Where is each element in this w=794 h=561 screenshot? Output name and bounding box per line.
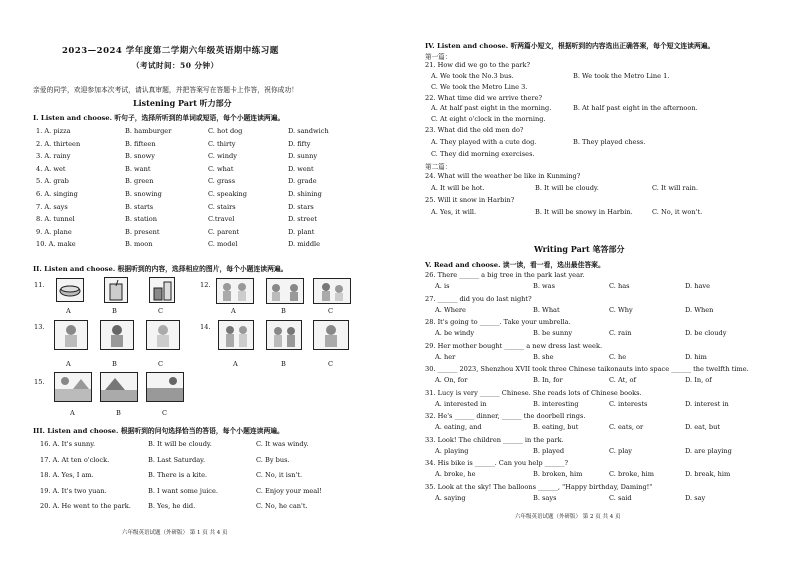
q8-option-b[interactable]: B. station — [125, 215, 157, 224]
q24-option-b[interactable]: B. It will be cloudy. — [535, 184, 599, 192]
question-27: 27. ______ did you do last night? — [425, 294, 532, 303]
q29-option-d[interactable]: D. him — [685, 352, 707, 361]
q22-option-c[interactable]: C. At eight o'clock in the morning. — [431, 115, 546, 123]
q14-pic-a[interactable] — [218, 320, 254, 350]
q11-pic-a[interactable] — [56, 278, 84, 302]
q17-option-a[interactable]: 17. A. At ten o'clock. — [40, 455, 110, 464]
q33-option-c[interactable]: C. play — [609, 446, 632, 455]
right-footer: 六年级英语试题（外研版） 第 2 页 共 4 页 — [515, 514, 621, 520]
right-page — [397, 0, 794, 561]
q12-pic-b[interactable] — [266, 278, 304, 304]
q19-option-c[interactable]: C. Enjoy your meal! — [256, 486, 322, 495]
q33-option-a[interactable]: A. playing — [435, 446, 469, 455]
question-35: 35. Look at the sky! The balloons ______, "Happy birthday, Daming!" — [425, 482, 653, 491]
q2-option-b[interactable]: B. fifteen — [125, 139, 156, 148]
q31-option-c[interactable]: C. interests — [609, 399, 648, 408]
q21-option-c[interactable]: C. We took the Metro Line 3. — [431, 83, 528, 91]
q12-label-c: C — [328, 307, 334, 315]
q3-option-c[interactable]: C. windy — [208, 152, 237, 161]
q28-option-b[interactable]: B. be sunny — [533, 329, 573, 337]
q29-option-a[interactable]: A. her — [435, 352, 456, 361]
q2-option-a[interactable]: 2. A. thirteen — [36, 139, 81, 148]
q14-label-b: B — [281, 360, 286, 368]
q34-option-c[interactable]: C. broke, him — [609, 470, 655, 478]
q30-option-b[interactable]: B. In, for — [533, 376, 563, 384]
q30-option-d[interactable]: D. In, of — [685, 376, 712, 384]
question-34: 34. His bike is ______. Can you help ______? — [425, 459, 569, 467]
q14-label-a: A — [233, 360, 238, 368]
q24-option-c[interactable]: C. It will rain. — [652, 184, 698, 192]
writing-heading: Writing Part 笔答部分 — [534, 244, 625, 254]
q12-pic-c[interactable] — [313, 278, 351, 304]
q3-option-d[interactable]: D. sunny — [288, 152, 318, 161]
q14-pic-c[interactable] — [313, 320, 349, 350]
q18-option-b[interactable]: B. There is a kite. — [148, 471, 208, 479]
people-scene-icon — [101, 321, 133, 349]
q34-option-d[interactable]: D. break, him — [685, 470, 731, 478]
q30-option-c[interactable]: C. At, of — [609, 376, 636, 384]
q20-option-a[interactable]: 20. A. He went to the park. — [40, 502, 131, 510]
q30-option-a[interactable]: A. On, for — [435, 376, 468, 384]
q9-option-d[interactable]: D. plant — [288, 227, 315, 236]
q10-option-d[interactable]: D. middle — [288, 240, 321, 249]
q33-option-d[interactable]: D. are playing — [685, 446, 732, 455]
q4-option-b[interactable]: B. want — [125, 164, 151, 173]
q28-option-d[interactable]: D. be cloudy — [685, 329, 727, 337]
q13-label-c: C — [158, 360, 164, 368]
q33-option-b[interactable]: B. played — [533, 446, 565, 455]
bottle-icon — [150, 278, 174, 302]
q15-pic-a[interactable] — [54, 372, 92, 402]
q25-option-a[interactable]: A. Yes, it will. — [431, 208, 477, 216]
q28-option-c[interactable]: C. rain — [609, 329, 632, 337]
q1-option-a[interactable]: 1. A. pizza — [36, 127, 71, 135]
q22-option-a[interactable]: A. At half past eight in the morning. — [431, 104, 552, 112]
q31-option-b[interactable]: B. interesting — [533, 399, 579, 408]
q5-option-d[interactable]: D. grade — [288, 177, 317, 186]
q32-option-a[interactable]: A. eating, and — [435, 423, 482, 431]
q11-label-a: A — [66, 307, 71, 315]
question-14-number: 14. — [200, 323, 211, 331]
q5-option-a[interactable]: 5. A. grab — [36, 177, 69, 186]
q35-option-d[interactable]: D. say — [685, 493, 706, 502]
q26-option-b[interactable]: B. was — [533, 282, 555, 290]
q9-option-c[interactable]: C. parent — [208, 227, 240, 236]
question-25: 25. Will it snow in Harbin? — [425, 196, 515, 204]
question-11-number: 11. — [34, 281, 45, 289]
q27-option-b[interactable]: B. What — [533, 305, 560, 314]
q12-label-a: A — [231, 307, 236, 315]
q10-option-c[interactable]: C. model — [208, 240, 238, 249]
q10-option-b[interactable]: B. moon — [125, 240, 153, 249]
q1-option-b[interactable]: B. hamburger — [125, 127, 172, 135]
q11-pic-b[interactable] — [104, 277, 128, 303]
q27-option-d[interactable]: D. When — [685, 305, 714, 314]
q3-option-b[interactable]: B. snowy — [125, 152, 156, 161]
q7-option-b[interactable]: B. starts — [125, 202, 154, 211]
q10-option-a[interactable]: 10. A. make — [36, 240, 76, 249]
q15-pic-b[interactable] — [100, 372, 138, 402]
people-scene-icon — [267, 321, 301, 349]
question-13-number: 13. — [34, 323, 45, 331]
section-4-title: IV. Listen and choose. 听两篇小短文，根据听到的内容选出正确答案，每个短文连读两遍。 — [425, 42, 715, 50]
q17-option-c[interactable]: C. By bus. — [256, 455, 290, 464]
q22-option-b[interactable]: B. At half past eight in the afternoon. — [573, 104, 698, 112]
q8-option-a[interactable]: 8. A. tunnel — [36, 215, 75, 224]
question-15-number: 15. — [34, 378, 45, 386]
q18-option-c[interactable]: C. No, it isn't. — [256, 471, 303, 479]
q21-option-a[interactable]: A. We took the No.3 bus. — [431, 72, 514, 80]
q29-option-c[interactable]: C. he — [609, 352, 627, 361]
q2-option-d[interactable]: D. fifty — [288, 139, 311, 148]
q27-option-a[interactable]: A. Where — [435, 305, 466, 314]
q32-option-b[interactable]: B. eating, but — [533, 423, 579, 431]
drink-icon — [105, 278, 127, 302]
listening-heading: Listening Part 听力部分 — [133, 98, 232, 108]
section-1-title: I. Listen and choose. 听句子，选择所听到的单词或短语，每个小题连读两遍。 — [33, 114, 285, 122]
q25-option-b[interactable]: B. It will be snowy in Harbin. — [535, 208, 633, 216]
people-scene-icon — [55, 321, 87, 349]
q23-option-b[interactable]: B. They played chess. — [573, 138, 646, 146]
food-icon — [57, 279, 83, 301]
question-22: 22. What time did we arrive there? — [425, 94, 543, 102]
q16-option-a[interactable]: 16. A. It's sunny. — [40, 440, 96, 448]
q27-option-c[interactable]: C. Why — [609, 305, 633, 314]
q13-label-a: A — [66, 360, 71, 368]
q13-label-b: B — [112, 360, 117, 368]
q20-option-b[interactable]: B. Yes, he did. — [148, 502, 196, 510]
q18-option-a[interactable]: 18. A. Yes, I am. — [40, 471, 94, 479]
question-12-number: 12. — [200, 281, 211, 289]
q32-option-c[interactable]: C. eats, or — [609, 423, 644, 431]
q9-option-b[interactable]: B. present — [125, 227, 160, 236]
q25-option-c[interactable]: C. No, it won't. — [652, 208, 703, 216]
people-scene-icon — [219, 321, 253, 349]
q35-option-c[interactable]: C. said — [609, 493, 632, 502]
q6-option-c[interactable]: C. speaking — [208, 190, 248, 198]
q24-option-a[interactable]: A. It will be hot. — [431, 184, 485, 192]
q6-option-a[interactable]: 6. A. singing — [36, 190, 78, 198]
q9-option-a[interactable]: 9. A. plane — [36, 227, 72, 236]
section-2-title: II. Listen and choose. 根据听到的内容，选择相应的图片，每个小题连读两遍。 — [33, 265, 288, 273]
q4-option-a[interactable]: 4. A. wet — [36, 164, 66, 173]
people-scene-icon — [314, 279, 350, 303]
q7-option-d[interactable]: D. stars — [288, 202, 314, 211]
q4-option-c[interactable]: C. what — [208, 164, 234, 173]
question-32: 32. He's ______ dinner, ______ the doorbell rings. — [425, 412, 586, 420]
q7-option-c[interactable]: C. stairs — [208, 202, 236, 211]
q14-pic-b[interactable] — [266, 320, 302, 350]
question-24: 24. What will the weather be like in Kunming? — [425, 172, 581, 180]
q26-option-c[interactable]: C. has — [609, 282, 630, 290]
question-23: 23. What did the old men do? — [425, 126, 524, 134]
question-31: 31. Lucy is very ______ Chinese. She reads lots of Chinese books. — [425, 388, 642, 397]
q13-pic-c[interactable] — [146, 320, 180, 350]
q34-option-b[interactable]: B. broken, him — [533, 470, 583, 478]
q8-option-d[interactable]: D. street — [288, 215, 317, 224]
part-2-label: 第二篇： — [425, 163, 452, 171]
q12-label-b: B — [281, 307, 286, 315]
q11-label-b: B — [112, 307, 117, 315]
q14-label-c: C — [328, 360, 334, 368]
q1-option-c[interactable]: C. hot dog — [208, 127, 243, 135]
q32-option-d[interactable]: D. eat, but — [685, 423, 721, 431]
part-1-label: 第一篇： — [425, 53, 452, 61]
q11-label-c: C — [158, 307, 164, 315]
q5-option-b[interactable]: B. green — [125, 177, 154, 186]
q16-option-b[interactable]: B. It will be cloudy. — [148, 440, 212, 448]
q19-option-b[interactable]: B. I want some juice. — [148, 486, 219, 495]
landscape-icon — [101, 373, 137, 401]
q29-option-b[interactable]: B. she — [533, 352, 554, 361]
q12-pic-a[interactable] — [216, 278, 254, 304]
q15-label-b: B — [116, 409, 121, 417]
q31-option-a[interactable]: A. interested in — [435, 399, 487, 408]
q8-option-c[interactable]: C.travel — [208, 215, 235, 224]
exam-title: 2023—2024 学年度第二学期六年级英语期中练习题 — [62, 46, 279, 56]
section-5-title: V. Read and choose. 读一读，看一看，选出最佳答案。 — [425, 261, 605, 269]
people-scene-icon — [314, 321, 348, 349]
question-21: 21. How did we go to the park? — [425, 61, 531, 69]
greeting: 亲爱的同学，欢迎参加本次考试，请认真审题，并把答案写在答题卡上作答，祝你成功！ — [33, 86, 299, 94]
landscape-icon — [147, 373, 183, 401]
q13-pic-b[interactable] — [100, 320, 134, 350]
exam-time: （考试时间：50 分钟） — [132, 61, 219, 70]
q28-option-a[interactable]: A. be windy — [435, 329, 475, 337]
q23-option-c[interactable]: C. They did morning exercises. — [431, 150, 535, 158]
q19-option-a[interactable]: 19. A. It's two yuan. — [40, 486, 107, 495]
q6-option-b[interactable]: B. snowing — [125, 190, 162, 198]
question-28: 28. It's going to ______. Take your umbrella. — [425, 318, 571, 326]
landscape-icon — [55, 373, 91, 401]
q2-option-c[interactable]: C. thirty — [208, 139, 236, 148]
q15-label-c: C — [162, 409, 168, 417]
q34-option-a[interactable]: A. broke, he — [435, 470, 476, 478]
q11-pic-c[interactable] — [149, 277, 175, 303]
q21-option-b[interactable]: B. We took the Metro Line 1. — [573, 72, 670, 80]
q5-option-c[interactable]: C. grass — [208, 177, 236, 186]
q7-option-a[interactable]: 7. A. says — [36, 202, 68, 211]
q16-option-c[interactable]: C. It was windy. — [256, 440, 309, 448]
q15-label-a: A — [70, 409, 75, 417]
q1-option-d[interactable]: D. sandwich — [288, 127, 329, 135]
people-scene-icon — [217, 279, 253, 303]
section-3-title: III. Listen and choose. 根据听到的问句选择恰当的答语，每个小题连读两遍。 — [33, 427, 284, 435]
question-29: 29. Her mother bought ______ a new dress last week. — [425, 341, 603, 350]
left-footer: 六年级英语试题（外研版） 第 1 页 共 4 页 — [122, 530, 228, 536]
q13-pic-a[interactable] — [54, 320, 88, 350]
q35-option-a[interactable]: A. saying — [435, 493, 466, 502]
q15-pic-c[interactable] — [146, 372, 184, 402]
q35-option-b[interactable]: B. says — [533, 493, 557, 502]
people-scene-icon — [147, 321, 179, 349]
q3-option-a[interactable]: 3. A. rainy — [36, 152, 71, 161]
question-33: 33. Look! The children ______ in the park. — [425, 435, 564, 444]
q6-option-d[interactable]: D. shining — [288, 190, 322, 198]
q20-option-c[interactable]: C. No, he can't. — [256, 502, 308, 510]
q26-option-d[interactable]: D. have — [685, 282, 711, 290]
q4-option-d[interactable]: D. went — [288, 164, 314, 173]
people-scene-icon — [267, 279, 303, 303]
q31-option-d[interactable]: D. interest in — [685, 399, 729, 408]
question-26: 26. There ______ a big tree in the park last year. — [425, 271, 585, 279]
q26-option-a[interactable]: A. is — [435, 282, 450, 290]
q17-option-b[interactable]: B. Last Saturday. — [148, 455, 206, 464]
question-30: 30. ______ 2023, Shenzhou XVII took three Chinese taikonauts into space ______ the twelfth time. — [425, 365, 749, 373]
q23-option-a[interactable]: A. They played with a cute dog. — [431, 138, 537, 146]
